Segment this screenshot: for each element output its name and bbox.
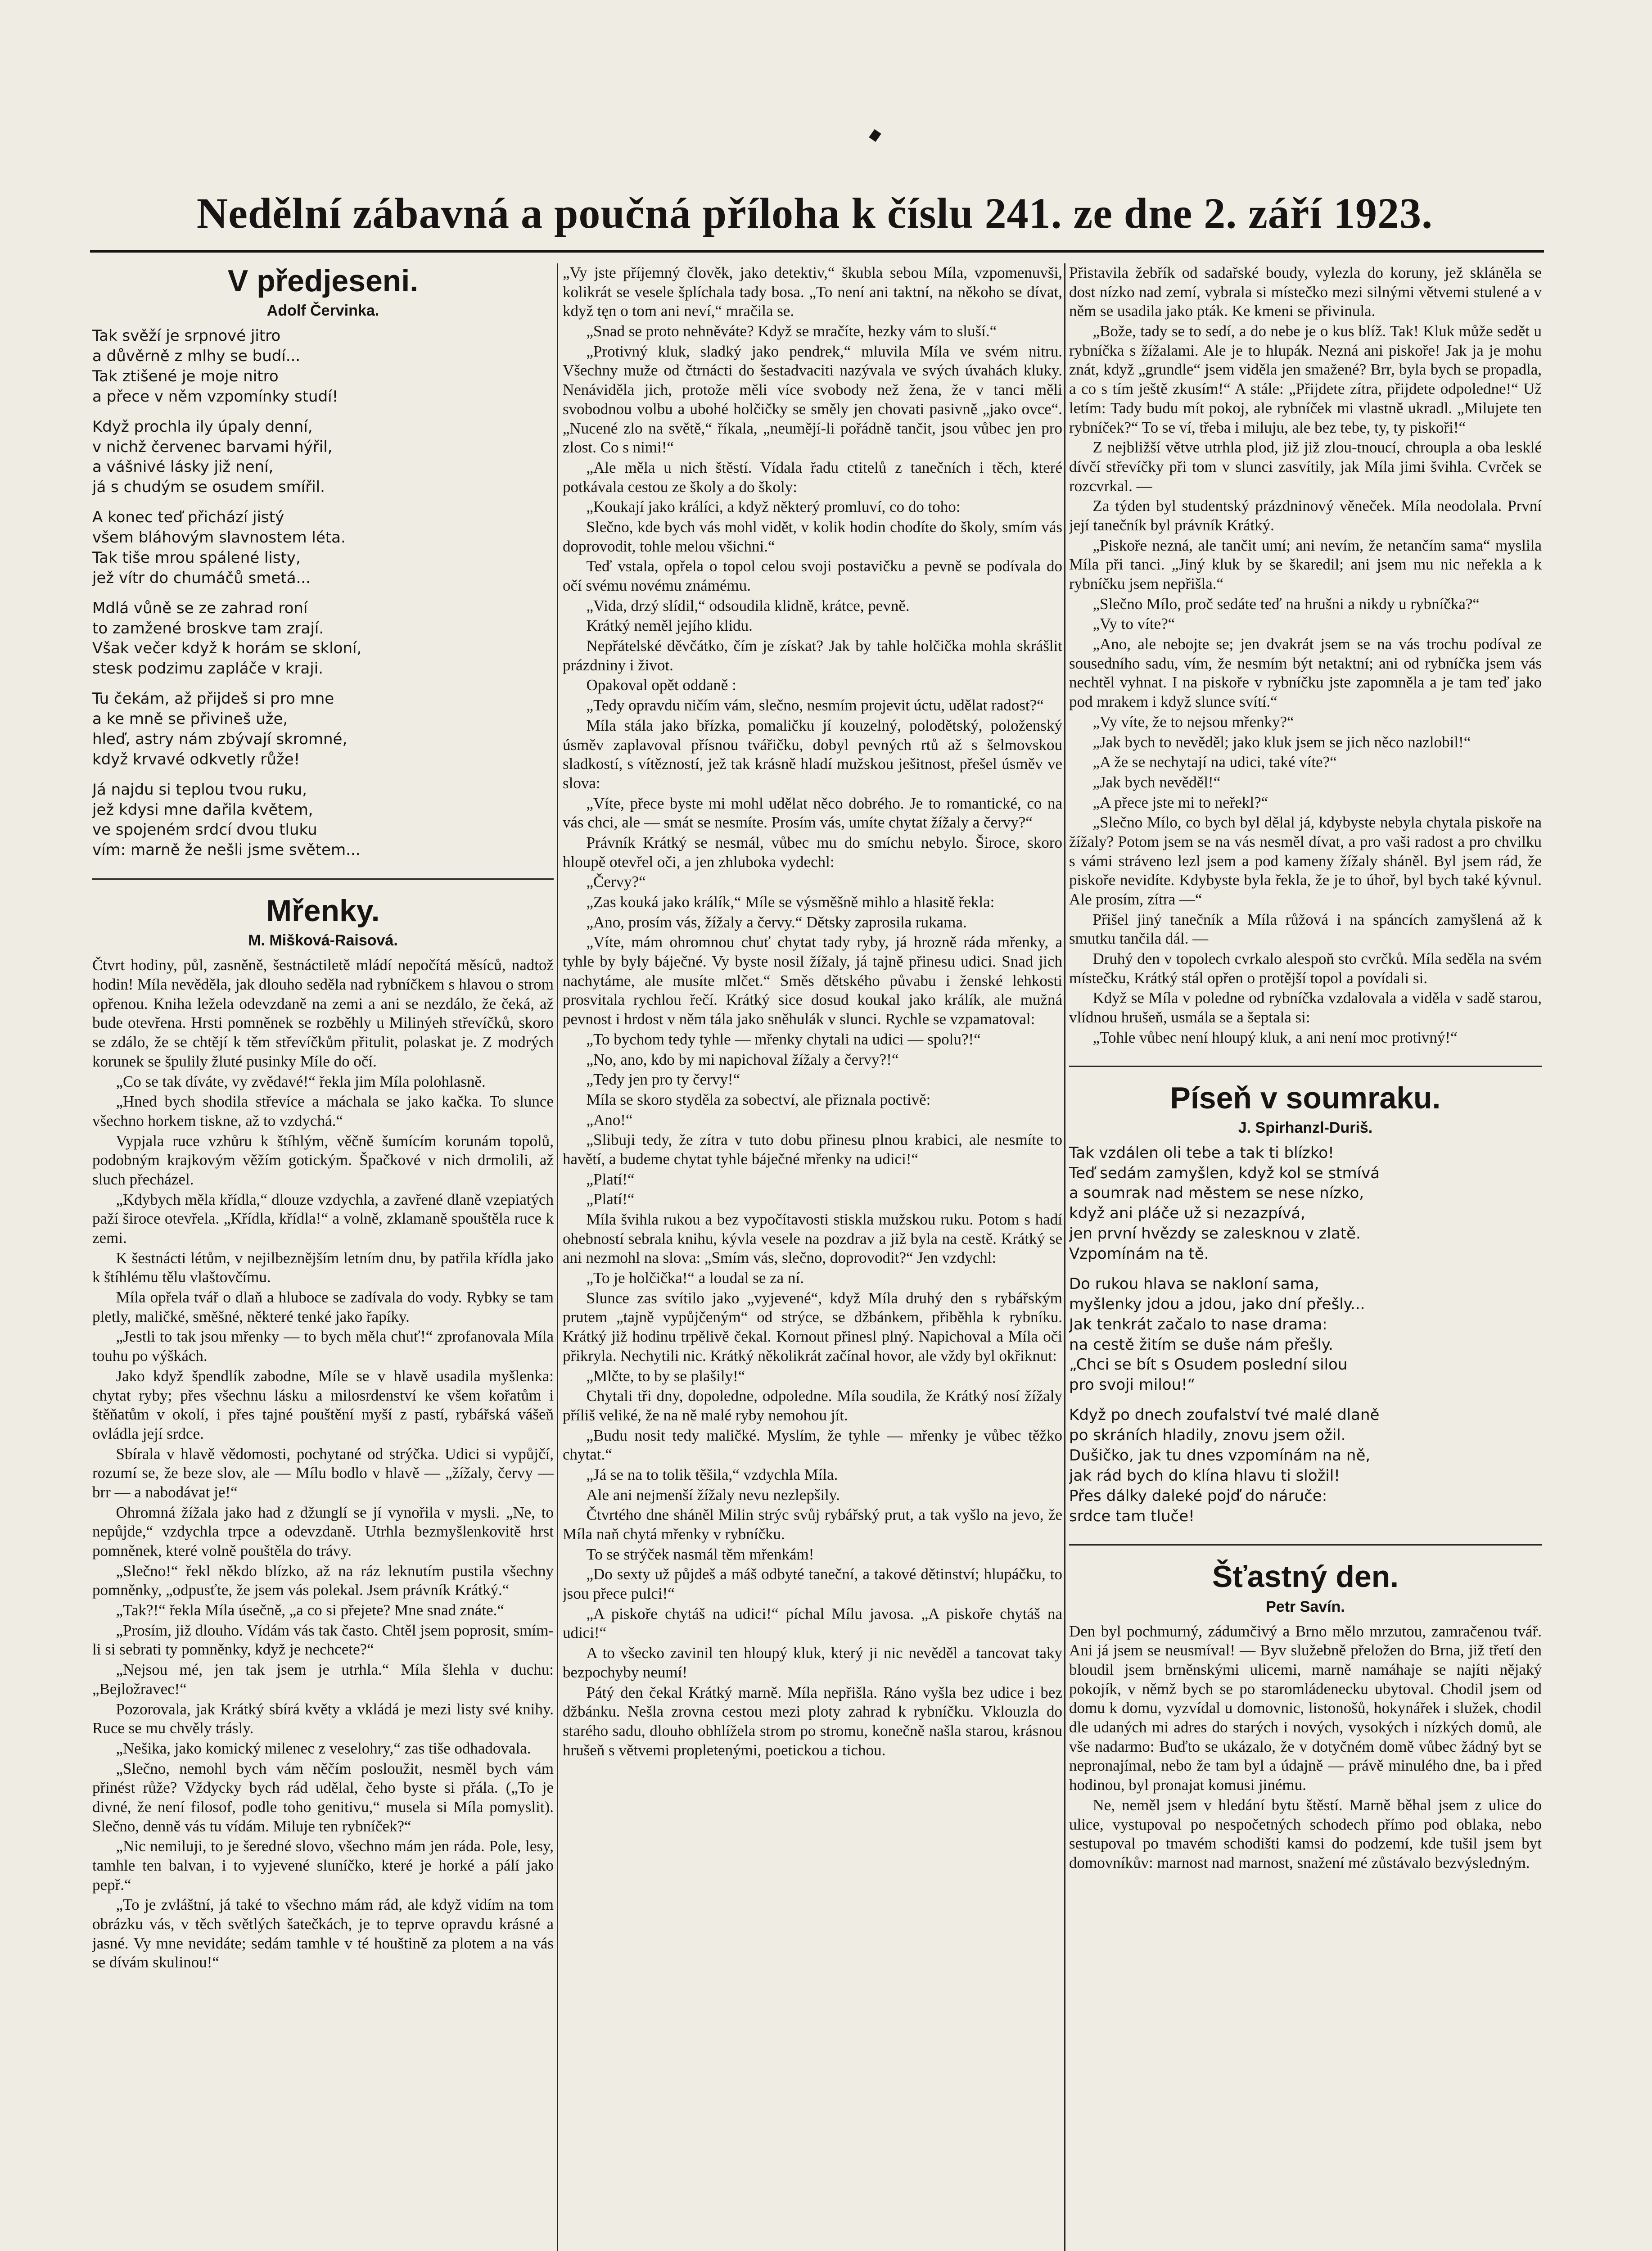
paragraph: „Víte, přece byste mi mohl udělat něco dobrého. Je to romantické, co na vás chci, ale — smát se nesmíte. Prosím vás, umíte chytat žížaly a červy?“ xyxy=(563,794,1062,832)
story-title: Mřenky. xyxy=(266,894,380,928)
poem-v-predjeseni xyxy=(92,263,554,860)
paragraph: Přistavila žebřík od sadařské boudy, vylezla do koruny, jež skláněla se dost nízko nad zemí, vybrala si místečko mezi silnými větvemi stulené a v něm se usadila jako pták. Ke kmeni se přivinula. xyxy=(1069,264,1542,320)
paragraph: Míla švihla rukou a bez vypočítavosti stiskla mužskou ruku. Potom s hadí ohebností sebrala knihu, kývla vesele na pozdrav a již byla na cestě. Krátký se ani nezmohl na slova: „Smím vás, slečno, doprovodit?“ Jen vzdychl: xyxy=(563,1211,1062,1267)
paragraph: „Nešika, jako komický milenec z veselohry,“ zas tiše odhadovala. xyxy=(116,1739,531,1757)
paragraph: „A že se nechytají na udici, také víte?“ xyxy=(1092,753,1337,771)
paragraph: „Prosím, již dlouho. Vídám vás tak často. Chtěl jsem poprosit, smím-li si sebrati ty pomněnky, když je nechcete?“ xyxy=(92,1621,554,1659)
paragraph: „Jak bych to nevěděl; jako kluk jsem se jich něco nazlobil!“ xyxy=(1092,733,1471,751)
poem-title: Píseň v soumraku. xyxy=(1170,1080,1441,1115)
verse-line: Tak svěží je srpnové jitro xyxy=(92,327,281,345)
paragraph: „Tohle vůbec není hloupý kluk, a ani není moc protivný!“ xyxy=(1092,1028,1458,1046)
paragraph: Za týden byl studentský prázdninový věneček. Míla neodolala. První její tanečník byl právník Krátký. xyxy=(1069,497,1542,534)
paragraph: „Tedy jen pro ty červy!“ xyxy=(586,1071,740,1089)
verse-line: když ani pláče už si nezazpívá, xyxy=(1069,1204,1305,1223)
section-rule xyxy=(1069,1544,1542,1546)
paragraph: „A piskoře chytáš na udici!“ píchal Mílu javosa. „A piskoře chytáš na udici!“ xyxy=(563,1605,1062,1642)
stanza xyxy=(92,326,554,407)
stanza xyxy=(92,417,554,498)
paragraph: „Snad se proto nehněváte? Když se mračíte, hezky vám to sluší.“ xyxy=(586,322,997,340)
paragraph: Míla se skoro styděla za sobectví, ale přiznala poctivě: xyxy=(586,1090,931,1108)
ink-mark xyxy=(869,129,881,142)
paragraph: „To je holčička!“ a loudal se za ní. xyxy=(586,1269,804,1287)
verse-line: a ke mně se přivineš uže, xyxy=(92,710,288,728)
verse-line: Do rukou hlava se nakloní sama, xyxy=(1069,1275,1319,1293)
paragraph: „Nic nemiluji, to je šeredné slovo, všechno mám jen ráda. Pole, lesy, tamhle ten balvan, i to vyjevené sluníčko, které je horké a pálí jako pepř.“ xyxy=(92,1837,554,1894)
paragraph: „Ano!“ xyxy=(586,1111,633,1129)
paragraph: „Víte, mám ohromnou chuť chytat tady ryby, já hrozně ráda mřenky, a tyhle by byly báječné. Vy byste nosil žížaly, já tajně přinesu udici. Snad jich nachytáme, ale musíte mlčet.“ Směs dětského půvabu i ženské lehkosti prosvitala rychlou řečí. Krátký sice dosud koukal jako králík, ale mužná pevnost i hrdost v něm tála jako sněhulák v slunci. Rychle se vzpamatoval: xyxy=(563,933,1062,1028)
verse-line: Teď sedám zamyšlen, když kol se stmívá xyxy=(1069,1164,1380,1182)
paragraph: Ale ani nejmenší žížaly nevu nezlepšily. xyxy=(586,1486,840,1504)
poem-author: Adolf Červinka. xyxy=(266,302,379,320)
paragraph: „Zas kouká jako králík,“ Míle se výsměšně mihlo a hlasitě řekla: xyxy=(586,893,995,911)
section-rule xyxy=(1069,1066,1542,1067)
paragraph: Právník Krátký se nesmál, vůbec mu do smíchu nebylo. Široce, skoro hloupě otevřel oči, a jen zhluboka vydechl: xyxy=(563,833,1062,871)
paragraph: Slečno, kde bych vás mohl vidět, v kolik hodin chodíte do školy, smím vás doprovodit, tohle melou všichni.“ xyxy=(563,518,1062,555)
paragraph: Čtvrtého dne sháněl Milin strýc svůj rybářský prut, a tak vyšlo na jevo, že Míla naň chytá mřenky v rybníčku. xyxy=(563,1506,1062,1543)
verse-line: hleď, astry nám zbývají skromné, xyxy=(92,730,348,748)
paragraph: „Ano, ale nebojte se; jen dvakrát jsem se na vás trochu podíval ze sousedního sadu, vím, že nesmím být netaktní; ani od rybníčka jsem vás nechtěl vyhnat. I na piskoře v rybníčku jste zapomněla a je tam teď jako pod mrakem i když slunce svítí.“ xyxy=(1069,635,1542,711)
paragraph: „Co se tak díváte, vy zvědavé!“ řekla jim Míla polohlasně. xyxy=(116,1072,486,1090)
column-2 xyxy=(563,263,1062,2251)
paragraph: „Vy jste příjemný člověk, jako detektiv,“ škubla sebou Míla, vzpomenuvši, kolikrát se vesele šplíchala tady bosa. „To není ani taktní, na někoho se dívat, když tęn o tom ani neví,“ mračila se. xyxy=(563,264,1062,320)
paragraph: „Slečno Mílo, co bych byl dělal já, kdybyste nebyla chytala piskoře na žížaly? Potom jsem se na vás nesměl dívat, a pro vaši radost a pro chvilku s vámi stráveno lezl jsem a pod kameny žížaly sháněl. Byl jsem rád, že piskoře nevidíte. Kdybyste byla řekla, že je to úhoř, byl bych také kývnul. Ale prosím, zítra —“ xyxy=(1069,814,1542,908)
paragraph: „Ano, prosím vás, žížaly a červy.“ Dětsky zaprosila rukama. xyxy=(586,913,967,931)
verse-line: po skráních hladily, znovu jsem ožil. xyxy=(1069,1426,1346,1445)
verse-line: jež kdysi mne dařila květem, xyxy=(92,800,313,819)
verse-line: na cestě žitím se duše nám přešly. xyxy=(1069,1335,1333,1354)
verse-line: myšlenky jdou a jdou, jako dní přešly... xyxy=(1069,1295,1365,1313)
column-rule-1 xyxy=(557,263,558,2251)
paragraph: „To je zvláštní, já také to všechno mám rád, ale když vidím na tom obrázku vás, v těch světlých šatečkách, je to teprve opravdu krásné a jasné. Vy mne nevidáte; sedám tamhle v té houštině za plotem a na vás se dívám skulinou!“ xyxy=(92,1896,554,1971)
verse-line: Když prochla ily úpaly denní, xyxy=(92,417,313,436)
stanza xyxy=(92,780,554,861)
poem-author: J. Spirhanzl-Duriš. xyxy=(1238,1119,1373,1136)
stanza xyxy=(92,689,554,770)
paragraph: Krátký neměl jejího klidu. xyxy=(586,617,753,635)
story-conclusion xyxy=(1069,263,1542,1048)
verse-line: Tak ztišené je moje nitro xyxy=(92,367,279,385)
verse-line: jen první hvězdy se zalesknou v zlatě. xyxy=(1069,1225,1361,1243)
verse-line: já s chudým se osudem smířil. xyxy=(92,478,325,497)
verse-line: A konec teď přichází jistý xyxy=(92,508,284,527)
paragraph: „Jak bych nevěděl!“ xyxy=(1092,773,1221,791)
paragraph: K šestnácti létům, v nejilbeznějším letním dnu, by patřila křídla jako k štíhlému tělu vlaštovčímu. xyxy=(92,1249,554,1286)
verse-line: a důvěrně z mlhy se budí... xyxy=(92,347,301,366)
verse-line: Když po dnech zoufalství tvé malé dlaně xyxy=(1069,1406,1380,1424)
paragraph: Sbírala v hlavě vědomosti, pochytané od strýčka. Udici si vypůjčí, rozumí se, že beze slov, ale — Mílu bodlo v hlavě — „žížaly, červy — brr — a nabodávat je!“ xyxy=(92,1445,554,1501)
paragraph: A to všecko zavinil ten hloupý kluk, který ji nic nevěděl a tancovat taky bezpochyby neumí! xyxy=(563,1644,1062,1681)
stanza xyxy=(1069,1143,1542,1264)
poem-title: V předjeseni. xyxy=(227,264,419,298)
story-body xyxy=(1069,1622,1542,1873)
paragraph: „Jestli to tak jsou mřenky — to bych měla chuť!“ zprofanovala Míla touhu po výškách. xyxy=(92,1328,554,1365)
verse-line: Však večer když k horám se skloní, xyxy=(92,639,362,658)
verse-line: Dušičko, jak tu dnes vzpomínám na ně, xyxy=(1069,1446,1371,1465)
stanza xyxy=(92,507,554,588)
paragraph: Druhý den v topolech cvrkalo alespoň sto cvrčků. Míla seděla na svém místečku, Krátký stál opřen o protější topol a povídali si. xyxy=(1069,950,1542,987)
verse-line: jež vítr do chumáčů smetá... xyxy=(92,569,311,587)
paragraph: „Vy to víte?“ xyxy=(1092,615,1175,633)
poem-body xyxy=(92,326,554,860)
paragraph: „Tedy opravdu ničím vám, slečno, nesmím projevit úctu, udělat radost?“ xyxy=(586,696,1044,714)
paragraph: „Kdybych měla křídla,“ dlouze vzdychla, a zavřené dlaně vzepiatých paží široce otevřela. „Křídla, křídla!“ a volně, zklamaně spouštěla ruce k zemi. xyxy=(92,1190,554,1247)
paragraph: To se strýček nasmál těm mřenkám! xyxy=(586,1545,814,1563)
paragraph: „Já se na to tolik těšila,“ vzdychla Míla. xyxy=(586,1465,838,1483)
story-body xyxy=(92,956,554,1972)
paragraph: Ohromná žížala jako had z džunglí se jí vynořila v mysli. „Ne, to nepůjde,“ vzdychla trpce a odevzdaně. Utrhla bezmyšlenkovitě hrst pomněnek, které volně pouštěla do trávy. xyxy=(92,1503,554,1559)
paragraph: „To bychom tedy tyhle — mřenky chytali na udici — spolu?!“ xyxy=(586,1030,981,1048)
paragraph: „Slečno Mílo, proč sedáte teď na hrušni a nikdy u rybníčka?“ xyxy=(1092,595,1480,613)
story-stastny-den xyxy=(1069,1559,1542,1872)
poem-body xyxy=(1069,1143,1542,1527)
paragraph: „Platí!“ xyxy=(586,1190,635,1208)
verse-line: a vášnivé lásky již není, xyxy=(92,458,274,476)
verse-line: všem bláhovým slavnostem léta. xyxy=(92,529,346,547)
paragraph: „Bože, tady se to sedí, a do nebe je o kus blíž. Tak! Kluk může sedět u rybníčka s žížalami. Ale je to hlupák. Nezná ani piskoře! Jak ja je mohu znát, když „grundle“ jsem viděla jen smažené? Brr, byla bych se propadla, a co s tím ještě zkusím!“ A stále: „Přijdete zítra, přijdete odpoledne!“ Už letím: Tady budu mít pokoj, ale rybníček mi vlastně ukradl. „Milujete ten rybníček?“ To se ví, třeba i miluju, ale bez tebe, ty, ty piskoři!“ xyxy=(1069,322,1542,436)
paragraph: „Slečno!“ řekl někdo blízko, až na ráz leknutím pustila všechny pomněnky, „odpusťte, že jsem vás polekal. Jsem právník Krátký.“ xyxy=(92,1562,554,1599)
verse-line: Já najdu si teplou tvou ruku, xyxy=(92,780,307,799)
story-author: Petr Savín. xyxy=(1266,1598,1345,1615)
stanza xyxy=(1069,1405,1542,1526)
paragraph: „Červy?“ xyxy=(586,873,646,891)
paragraph: Míla opřela tvář o dlaň a hluboce se zadívala do vody. Rybky se tam pletly, maličké, směšné, některé tenké jako řapíky. xyxy=(92,1288,554,1325)
paragraph: Den byl pochmurný, zádumčivý a Brno mělo mrzutou, zamračenou tvář. Ani já jsem se neusmíval! — Byv služebně přeložen do Brna, již třetí den bloudil jsem brněnskými ulicemi, marně namáhaje se najíti nějaký pokojík, v němž bych se po staromládenecku ubytoval. Chodil jsem od domu k domu, vyzvídal u domovnic, listonošů, hokynářek i služek, chodil dle udaných mi adres do starých i nových, vysokých i nízkých domů, ale vše nadarmo: Buďto se ukázalo, že v dotyčném domě vůbec žádný byt se nepronajímal, nebo že tam byl a údajně — právě minulého dne, ba i před hodinou, byl pronajat komusi jinému. xyxy=(1069,1622,1542,1794)
paragraph: Míla stála jako břízka, pomaličku jí kouzelný, polodětský, položenský úsměv zaplavoval přísnou tvářičku, dobyl pevných rtů až s šelmovskou sladkostí, s vítězností, jež tak krásně hladí mužskou ješitnost, přešel úsměv ve slova: xyxy=(563,716,1062,792)
verse-line: a soumrak nad městem se nese nízko, xyxy=(1069,1184,1364,1202)
verse-line: stesk podzimu zapláče v kraji. xyxy=(92,660,324,678)
paragraph: Z nejbližší větve utrhla plod, již již zlou‑tnoucí, chroupla a oba lesklé dívčí střevíčky při tom v slunci zasvítily, jak Míla jimi švihla. Cvrček se rozcvrkal. — xyxy=(1069,438,1542,495)
paragraph: „Piskoře nezná, ale tančit umí; ani nevím, že netančím sama“ myslila Míla při tanci. „Jiný kluk by se škaredil; ani jsem mu nic neřekla a k rybníčku jsem nepřišla.“ xyxy=(1069,536,1542,592)
paragraph: „Ale měla u nich štěstí. Vídala řadu ctitelů z tanečních i těch, které potkávala cestou ze školy a do školy: xyxy=(563,458,1062,496)
paragraph: „Vida, drzý slídil,“ odsoudila klidně, krátce, pevně. xyxy=(586,597,910,615)
verse-line: Tu čekám, až přijdeš si pro mne xyxy=(92,690,334,708)
paragraph: „Tak?!“ řekla Míla úsečně, „a co si přejete? Mne snad znáte.“ xyxy=(116,1601,504,1619)
paragraph: Teď vstala, opřela o topol celou svoji postavičku a pevně se podívala do očí svému novému známému. xyxy=(563,557,1062,594)
verse-line: Vzpomínám na tě. xyxy=(1069,1245,1209,1263)
paragraph: „Hned bych shodila střevíce a máchala se jako kačka. To slunce všechno horkem tiskne, až to vzdychá.“ xyxy=(92,1093,554,1130)
paragraph: Přišel jiný tanečník a Míla růžová i na spáncích zamyšlená až k smutku tančila dál. — xyxy=(1069,910,1542,948)
verse-line: Tak vzdálen oli tebe a tak ti blízko! xyxy=(1069,1144,1334,1162)
poem-pisen-v-soumraku xyxy=(1069,1080,1542,1527)
verse-line: srdce tam tluče! xyxy=(1069,1507,1195,1525)
verse-line: v nichž červenec barvami hýřil, xyxy=(92,438,333,456)
verse-line: Jak tenkrát začalo to nase drama: xyxy=(1069,1315,1327,1333)
story-continuation xyxy=(563,263,1062,1760)
stanza xyxy=(92,598,554,679)
paragraph: „Protivný kluk, sladký jako pendrek,“ mluvila Míla ve svém nitru. Všechny muže od čtrnácti do šestadvaciti nazývala ve svých úvahách kluky. Nenáviděla jich, protože měli více svobody než žena, že v tanci měli svobodnou volbu a ubohé holčičky se směly jen chovati pasivně „jako ovce“. „Nucené zlo na světě,“ říkala, „neumějí-li pořádně tančit, jsou vůbec jen pro zlost. Co s nimi!“ xyxy=(563,342,1062,457)
column-3 xyxy=(1069,263,1542,2251)
verse-line: Mdlá vůně se ze zahrad roní xyxy=(92,599,308,617)
paragraph: „Do sexty už půjdeš a máš odbyté taneční, a takové dětinství; hlupáčku, to jsou přece pulci!“ xyxy=(563,1565,1062,1603)
verse-line: pro svoji milou!“ xyxy=(1069,1376,1196,1394)
masthead: Nedělní zábavná a poučná příloha k číslu 241. ze dne 2. září 1923. xyxy=(196,189,1433,237)
paragraph: „Koukají jako králíci, a když některý promluví, co do toho: xyxy=(586,498,961,516)
verse-line: „Chci se bít s Osudem poslední silou xyxy=(1069,1356,1348,1374)
masthead-rule xyxy=(90,250,1544,253)
story-mrenky xyxy=(92,893,554,1972)
verse-line: jak rád bych do klína hlavu ti složil! xyxy=(1069,1466,1340,1485)
paragraph: Opakoval opět oddaně : xyxy=(586,676,736,694)
paragraph: Pátý den čekal Krátký marně. Míla nepřišla. Ráno vyšla bez udice i bez džbánku. Nešla zrovna cestou mezi ploty zahrad k rybníčku. Vklouzla do starého sadu, dlouho obhlížela strom po stromu, konečně našla starou, krásnou hrušeň s větvemi propletenými, poetickou a tichou. xyxy=(563,1683,1062,1759)
paragraph: Ne, neměl jsem v hledání bytu štěstí. Marně běhal jsem z ulice do ulice, vystupoval po nespočetných schodech přímo pod oblaka, nebo sestupoval po tmavém schodišti kamsi do podzemí, kde tušil jsem byt domovníkův: marnost nad marnost, snažení mé zůstávalo bezvýsledným. xyxy=(1069,1796,1542,1871)
verse-line: to zamžené broskve tam zrají. xyxy=(92,619,324,637)
verse-line: vím: marně že nešli jsme světem... xyxy=(92,841,361,859)
column-rule-2 xyxy=(1064,263,1065,2251)
paragraph: Čtvrt hodiny, půl, zasněně, šestnáctiletě mládí nepočítá měsíců, nadtož hodin! Míla nevěděla, jak dlouho seděla nad rybníčkem s hlavou o strom opřenou. Kniha ležela odevzdaně na zemi a ani se nezdálo, že čeká, až bude otevřena. Hrsti pomněnek se rozběhly u Milinýeh střevíčků, skoro se zdálo, že se chtějí k těm střevíčkům přitulit, polaskat je. Z modrých korunek se špulily žluté pusinky Míle do očí. xyxy=(92,956,554,1070)
paragraph: „Nejsou mé, jen tak jsem je utrhla.“ Míla šlehla v duchu: „Bejložravec!“ xyxy=(92,1661,554,1698)
verse-line: Tak tiše mrou spálené listy, xyxy=(92,548,301,567)
paragraph: „Platí!“ xyxy=(586,1170,635,1188)
paragraph: Jako když špendlík zabodne, Míle se v hlavě usadila myšlenka: chytat ryby; přes všechnu lásku a milosrdenství ke všem kořatům i štěňatům v okolí, i přes tajné pouštění myší z pastí, rybářská vášeň ovládla její srdce. xyxy=(92,1367,554,1442)
paragraph: „Mlčte, to by se plašily!“ xyxy=(586,1367,745,1385)
stanza xyxy=(1069,1274,1542,1395)
paragraph: „Slibuji tedy, že zítra v tuto dobu přinesu plnou krabici, ale nesmíte to havětí, a budeme chytat tyhle báječné mřenky na udici!“ xyxy=(563,1131,1062,1168)
story-title: Šťastný den. xyxy=(1212,1559,1399,1594)
verse-line: a přece v něm vzpomínky studí! xyxy=(92,387,339,406)
paragraph: Vypjala ruce vzhůru k štíhlým, věčně šumícím korunám topolů, podobným krajkovým věžím gotickým. Špačkové v nich drmolili, až sluch přecházel. xyxy=(92,1132,554,1188)
paragraph: „Budu nosit tedy maličké. Myslím, že tyhle — mřenky je vůbec těžko chytat.“ xyxy=(563,1426,1062,1464)
verse-line: ve spojeném srdcí dvou tluku xyxy=(92,821,317,839)
paragraph: „A přece jste mi to neřekl?“ xyxy=(1092,793,1268,811)
verse-line: když krvavé odkvetly růže! xyxy=(92,750,300,768)
column-1 xyxy=(92,263,554,2251)
paragraph: Když se Míla v poledne od rybníčka vzdalovala a viděla v sadě starou, vlídnou hrušeň, usmála se a šeptala si: xyxy=(1069,989,1542,1026)
story-author: M. Mišková-Raisová. xyxy=(248,932,398,949)
paragraph: Pozorovala, jak Krátký sbírá květy a vkládá je mezi listy své knihy. Ruce se mu chvěly trásly. xyxy=(92,1700,554,1737)
paragraph: Nepřátelské děvčátko, čím je získat? Jak by tahle holčička mohla skrášlit prázdniny i život. xyxy=(563,637,1062,674)
paragraph: Chytali tři dny, dopoledne, odpoledne. Míla soudila, že Krátký nosí žížaly příliš veliké, že na ně malé ryby nemohou jít. xyxy=(563,1387,1062,1424)
section-rule xyxy=(92,878,554,880)
paragraph: Slunce zas svítilo jako „vyjevené“, když Míla druhý den s rybářským prutem „tajně vypůjčeným“ od strýce, se džbánkem, přiběhla k rybníku. Krátký již hodinu trpělivě čekal. Kornout přinesl plný. Napichoval a Míla oči přikryla. Nechytili nic. Krátký několikrát začínal hovor, ale vždy byl okřiknut: xyxy=(563,1289,1062,1365)
verse-line: Přes dálky daleké pojď do náruče: xyxy=(1069,1487,1327,1505)
paragraph: „No, ano, kdo by mi napichoval žížaly a červy?!“ xyxy=(586,1050,899,1068)
paragraph: „Slečno, nemohl bych vám něčím posloužit, nesměl bych vám přinést růže? Vždycky bych rád udělal, čeho byste si přála. („To je divné, že není filosof, podle toho genitivu,“ musela si Míla pomyslit). Slečno, denně vás tu vídám. Miluje ten rybníček?“ xyxy=(92,1759,554,1835)
paragraph: „Vy víte, že to nejsou mřenky?“ xyxy=(1092,713,1294,731)
